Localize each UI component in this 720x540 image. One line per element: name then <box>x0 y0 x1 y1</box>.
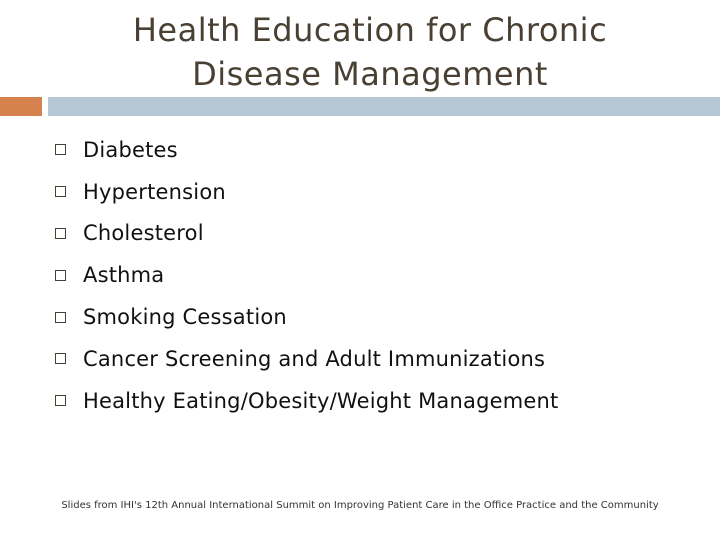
list-item <box>52 380 558 422</box>
list-item <box>52 213 558 255</box>
list-item-text: Smoking Cessation <box>83 305 287 330</box>
list-item-text: Cancer Screening and Adult Immunizations <box>83 346 546 371</box>
square-bullet-icon <box>55 395 66 406</box>
list-item <box>52 171 558 213</box>
list-item <box>52 338 558 380</box>
list-item-text: Asthma <box>83 263 165 288</box>
slide-title <box>60 8 680 96</box>
square-bullet-icon <box>55 353 66 364</box>
slide-footer: Slides from IHI's 12th Annual International Summit on Improving Patient Care in the Office Practice and the Community <box>61 500 659 511</box>
square-bullet-icon <box>55 270 66 281</box>
slide-title-line-1: Health Education for Chronic <box>132 11 608 49</box>
bullet-list <box>52 129 558 422</box>
accent-bar-blue <box>48 97 720 116</box>
square-bullet-icon <box>55 312 66 323</box>
slide-title-line-2: Disease Management <box>192 55 548 93</box>
square-bullet-icon <box>55 144 66 155</box>
accent-bar-orange <box>0 97 42 116</box>
list-item-text: Healthy Eating/Obesity/Weight Management <box>83 388 559 413</box>
list-item-text: Diabetes <box>83 137 178 162</box>
square-bullet-icon <box>55 228 66 239</box>
square-bullet-icon <box>55 186 66 197</box>
list-item <box>52 129 558 171</box>
list-item-text: Hypertension <box>83 179 226 204</box>
list-item <box>52 296 558 338</box>
list-item <box>52 254 558 296</box>
list-item-text: Cholesterol <box>83 221 204 246</box>
